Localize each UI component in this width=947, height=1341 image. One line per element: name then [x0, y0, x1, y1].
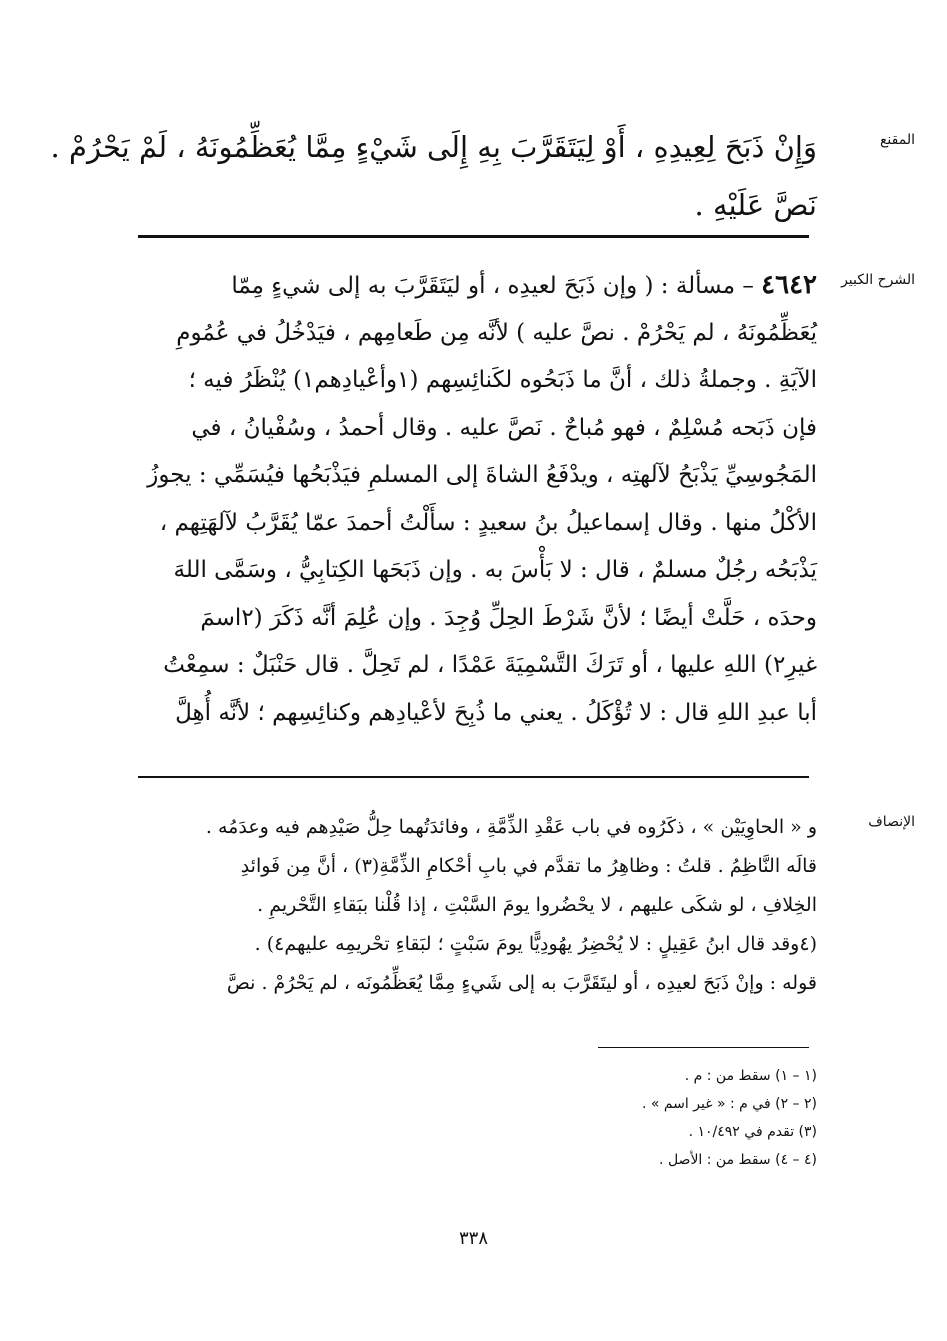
insaf-line: و « الحاوِيَيْن » ، ذكَرُوه في باب عَقْدِ الذِّمَّةِ ، وفائدَتُهما حِلُّ صَيْدِهم فيه وعدَمُه .	[205, 816, 817, 838]
section-label-sharh: الشرح الكبير	[841, 272, 915, 288]
sharh-line: غيرِ٢) اللهِ عليها ، أو تَرَكَ التَّسْمِيَةَ عَمْدًا ، لم تَحِلَّ . قال حَنْبَلٌ : سمِعْتُ	[163, 652, 817, 678]
sharh-line: أبا عبدِ اللهِ قال : لا تُؤْكَلُ . يعني ما ذُبِحَ لأعْيادِهم وكنائِسِهم ؛ لأنَّه أُهِلَّ	[175, 699, 817, 726]
insaf-line: الخِلافِ ، لو شكَى عليهم ، لا يحْضُروا يومَ السَّبْتِ ، إذا قُلْنا ببَقاءِ التَّحْريمِ .	[257, 894, 817, 916]
footnote: (١ – ١) سقط من : م .	[684, 1068, 817, 1084]
sharh-text	[137, 262, 817, 737]
footnote: (٤ – ٤) سقط من : الأصل .	[659, 1152, 817, 1168]
sharh-line: يَذْبَحُه رجُلٌ مسلمٌ ، قال : لا بَأْسَ به . وإن ذَبَحَها الكِتابِيُّ ، وسَمَّى اللهَ	[173, 557, 817, 583]
muqni-text	[50, 118, 817, 234]
sharh-line	[137, 262, 817, 310]
footnote: (٣) تقدم في ١٠/٤٩٢ .	[688, 1124, 817, 1140]
muqni-line: نَصَّ عَلَيْهِ .	[694, 188, 817, 222]
divider-thick	[138, 235, 809, 238]
insaf-text	[137, 808, 817, 1003]
insaf-line: (٤وقد قال ابنُ عَقِيلٍ : لا يُحْضِرُ يهُودِيًّا يومَ سَبْتٍ ؛ لبَقاءِ تحْريمِه عليهم٤) .	[254, 933, 817, 955]
sharh-line: المَجُوسِيِّ يَذْبَحُ لآلهتِه ، ويدْفَعُ الشاةَ إلى المسلمِ فيَذْبَحُها فيُسَمِّي : يجوزُ	[147, 462, 817, 488]
section-label-insaf: الإنصاف	[868, 814, 915, 830]
sharh-line: الآيَةِ . وجملةُ ذلك ، أنَّ ما ذَبَحُوه لكَنائِسِهم (١وأعْيادِهم١) يُنْظَرُ فيه ؛	[188, 367, 817, 393]
footnote-divider	[598, 1047, 809, 1048]
section-label-muqni: المقنع	[879, 132, 915, 148]
insaf-line: قالَه النَّاظِمُ . قلتُ : وظاهِرُ ما تقدَّم في بابِ أحْكامِ الذِّمَّةِ(٣) ، أنَّ مِن فَوائدِ	[240, 855, 817, 877]
sharh-line: الأكْلُ منها . وقال إسماعيلُ بنُ سعيدٍ : سأَلْتُ أحمدَ عمّا يُقَرَّبُ لآلهَتِهم ،	[159, 509, 817, 536]
sharh-line-text: – مسألة : ( وإن ذَبَحَ لعيدِه ، أو ليَتَقَرَّبَ به إلى شيءٍ مِمّا	[231, 273, 754, 299]
page-number: ٣٣٨	[458, 1228, 488, 1249]
sharh-line: وحدَه ، حَلَّتْ أيضًا ؛ لأنَّ شَرْطَ الحِلِّ وُجِدَ . وإن عُلِمَ أنَّه ذَكَرَ (٢اسمَ	[200, 604, 817, 631]
insaf-line: قوله : وإنْ ذَبَحَ لعيدِه ، أو ليتَقَرَّبَ به إلى شَيءٍ مِمَّا يُعَظِّمُونَه ، لم يَحْرُمْ . نصَّ	[226, 972, 817, 994]
footnote: (٢ – ٢) في م : « غير اسم » .	[641, 1096, 817, 1112]
sharh-line: فإن ذَبَحه مُسْلِمٌ ، فهو مُباحٌ . نَصَّ عليه . وقال أحمدُ ، وسُفْيانُ ، في	[191, 414, 817, 441]
muqni-line: وَإِنْ ذَبَحَ لِعِيدِهِ ، أَوْ لِيَتَقَرَّبَ بِهِ إِلَى شَيْءٍ مِمَّا يُعَظِّمُونَهُ ، لَمْ يَحْرُمْ .	[50, 130, 817, 164]
issue-number: ٤٦٤٢	[761, 270, 817, 300]
divider-thin	[138, 776, 809, 778]
footnotes	[417, 1062, 817, 1174]
sharh-line: يُعَظِّمُونَهُ ، لم يَحْرُمْ . نصَّ عليه ) لأنَّه مِن طَعامِهم ، فيَدْخُلُ في عُمُومِ	[176, 319, 817, 346]
